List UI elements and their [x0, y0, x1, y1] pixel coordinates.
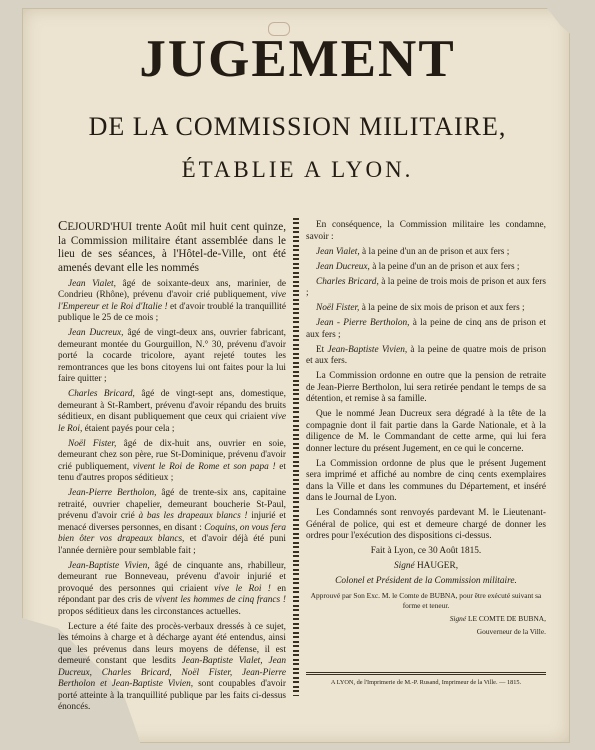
sentence-ducreux: Jean Ducreux, à la peine d'un an de prison et aux fers ;	[316, 261, 520, 272]
sentence-fister: Noël Fister, à la peine de six mois de prison et aux fers ;	[316, 303, 525, 313]
posting-order: La Commission ordonne de plus que le présent Jugement sera imprimé et affiché au nombre de cinq cents exemplaires dans la Ville et dans les communes du Département, et inséré dans le Journal de Lyon.	[306, 458, 546, 503]
sentence-vialet: Jean Vialet, à la peine d'un an de prison et aux fers ;	[316, 246, 510, 257]
sentence-vivien: Et Jean-Baptiste Vivien, à la peine de quatre mois de prison et aux fers.	[306, 344, 546, 366]
intro-paragraph: CEJOURD'HUI trente Août mil huit cent quinze, la Commission militaire étant assemblée dans le lieu de ses séances, à l'Hôtel-de-Ville, ont été amenés devant elle les nommés	[58, 219, 286, 274]
document-location: ÉTABLIE A LYON.	[181, 157, 414, 182]
defendant-bertholon: Jean-Pierre Bertholon, âgé de trente-six ans, capitaine retraité, ouvrier chapelier, demeurant boucherie St-Paul, prévenu d'avoir crié à bas les drapeaux blancs ! injurié et menacé diverses personnes, en disant : Coquins, on vous fera bien ôter vos drapeaux blancs, et d'avoir déjà été puni l'année dernière pour semblable fait ;	[58, 488, 286, 556]
approval-title: Gouverneur de la Ville.	[476, 626, 546, 636]
ducreux-degradation: Que le nommé Jean Ducreux sera dégradé à la tête de la compagnie dont il fait partie dans la Garde Nationale, et à la diligence de M. le Commandant de cette arme, qui lui fera donner lecture du présent Jugement, en ce qui le concerne.	[306, 409, 546, 454]
date-line: Fait à Lyon, ce 30 Août 1815.	[370, 546, 482, 556]
defendant-vivien: Jean-Baptiste Vivien, âgé de cinquante ans, rhabilleur, demeurant rue Bonneveau, prévenu d'avoir injurié et provoqué des personnes qui criaient vive le Roi ! en répondant par des cris de vivent les hommes de cinq francs ! propos séditieux dans les circonstances actuelles.	[58, 560, 286, 617]
defendant-vialet: Jean Vialet, âgé de soixante-deux ans, marinier, de Condrieu (Rhône), prévenu d'avoir crié publiquement, vive l'Empereur et le Roi d'Italie ! et d'avoir troublé la tranquillité publique le 25 de ce mois ;	[58, 278, 287, 323]
referral-paragraph: Les Condamnés sont renvoyés pardevant M. le Lieutenant-Général de police, qui est et demeure chargé de donner les ordres pour l'exécution des dispositions ci-dessus.	[306, 508, 546, 541]
sentence-bricard: Charles Bricard, à la peine de trois mois de prison et aux fers ;	[306, 276, 546, 298]
signature-hauger: Signé HAUGER,	[393, 561, 459, 571]
left-column	[58, 220, 286, 717]
sentence-intro: En conséquence, la Commission militaire les condamne, savoir :	[306, 220, 546, 242]
approval-signature: Signé LE COMTE DE BUBNA,	[449, 613, 546, 623]
verdict-paragraph: Lecture a été faite des procès-verbaux dressés à ce sujet, les témoins à charge et à décharge ayant été entendus, ainsi que les prévenus dans leurs moyens de défense, il est demeuré constant que lesdits Jean-Baptiste Vialet, Jean Ducreux, Charles Bricard, Noël Fister, Jean-Pierre Bertholon et Jean-Baptiste Vivien, sont coupables d'avoir porté atteinte à la tranquillité publique par les faits ci-dessus énoncés.	[58, 621, 286, 712]
column-divider-ornament	[293, 218, 299, 696]
defendant-fister: Noël Fister, âgé de dix-huit ans, ouvrier en soie, demeurant chez son père, rue St-Dominique, prévenu d'avoir crié publiquement, vivent le Roi de Rome et son papa ! et tenu d'autres propos séditieux ;	[58, 438, 287, 483]
pension-order: La Commission ordonne en outre que la pension de retraite de Jean-Pierre Bertholon, lui sera retirée pendant le temps de sa détention, et remise à sa famille.	[306, 371, 546, 404]
defendant-bricard: Charles Bricard, âgé de vingt-sept ans, domestique, demeurant à St-Rambert, prévenu d'avoir répandu des bruits séditieux, en disant publiquement que ceux qui criaient vive le Roi, étaient payés pour cela ;	[58, 389, 286, 434]
footer-rule	[306, 672, 546, 673]
sentence-bertholon: Jean - Pierre Bertholon, à la peine de cinq ans de prison et aux fers ;	[306, 318, 546, 340]
document-subtitle: DE LA COMMISSION MILITAIRE,	[88, 112, 507, 141]
defendant-ducreux: Jean Ducreux, âgé de vingt-deux ans, ouvrier fabricant, demeurant montée du Gourguillon, N.° 30, prévenu d'avoir porté la cocarde tricolore, ayant rejeté toutes les remontrances que les bons citoyens lui ont faites pour la lui faire quitter ;	[58, 328, 287, 384]
footer-rule-second	[306, 674, 546, 675]
printer-imprint: A LYON, de l'Imprimerie de M.-P. Rusand, Imprimeur de la Ville. — 1815.	[330, 679, 522, 686]
signature-title: Colonel et Président de la Commission militaire.	[335, 576, 517, 586]
approval-text: Approuvé par Son Exc. M. le Comte de BUBNA, pour être exécuté suivant sa forme et teneur.	[310, 591, 542, 610]
document-title: JUGEMENT	[139, 30, 456, 88]
right-column	[306, 220, 546, 640]
